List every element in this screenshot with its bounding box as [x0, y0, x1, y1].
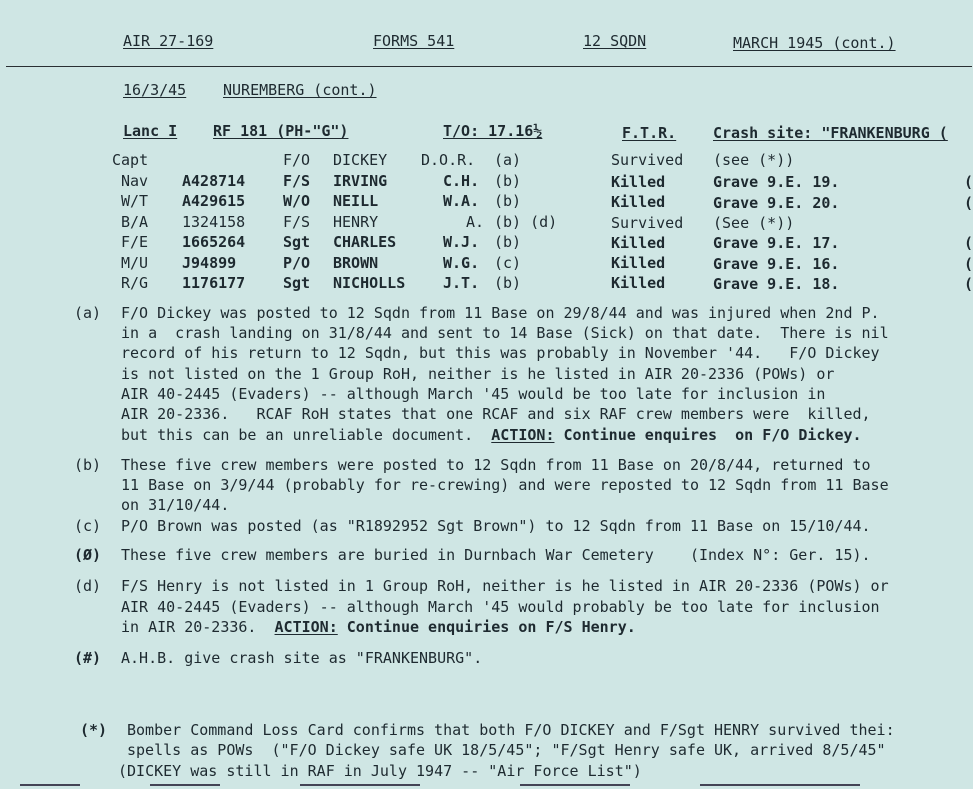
crew-number: 1176177: [182, 274, 246, 292]
crew-number: A428714: [182, 172, 246, 190]
bottom-fragment: [150, 784, 220, 786]
bottom-fragment: [520, 784, 630, 786]
note-a-line: AIR 40-2445 (Evaders) -- although March '45 would be too late for inclusion in: [121, 385, 826, 403]
aircraft-status: F.T.R.: [622, 124, 677, 142]
crew-rank: W/O: [283, 192, 311, 210]
note-a-line: record of his return to 12 Sqdn, but this was probably in November '44. F/O Dickey: [121, 344, 880, 362]
crew-note: (c): [494, 254, 522, 272]
crew-name: BROWN: [333, 254, 379, 272]
crew-note: (b): [494, 172, 522, 190]
note-o-label: (Ø): [74, 546, 102, 564]
crew-edge-mark: (: [964, 194, 973, 212]
crew-detail: Grave 9.E. 17.: [713, 234, 840, 252]
note-b-line: 11 Base on 3/9/44 (probably for re-crewing) and were reposted to 12 Sqdn from 11 Base: [121, 476, 889, 494]
crew-rank: P/O: [283, 254, 311, 272]
crew-initials: A.: [466, 213, 485, 231]
crew-edge-mark: (: [964, 173, 973, 191]
crew-fate: Killed: [611, 234, 666, 252]
crew-note: (b): [494, 233, 522, 251]
crew-note: (b): [494, 192, 522, 210]
note-a-label: (a): [74, 304, 102, 322]
note-star-line: spells as POWs ("F/O Dickey safe UK 18/5/45"; "F/Sgt Henry safe UK, arrived 8/5/45": [127, 741, 886, 759]
crew-name: NICHOLLS: [333, 274, 406, 292]
note-c-label: (c): [74, 517, 102, 535]
note-d-last-text: in AIR 20-2336.: [121, 618, 275, 636]
crew-fate: Survived: [611, 151, 684, 169]
crew-name: CHARLES: [333, 233, 397, 251]
bottom-fragment: [20, 784, 80, 786]
header-sqdn: 12 SQDN: [583, 32, 647, 50]
crew-initials: W.G.: [443, 254, 480, 272]
note-a-line: F/O Dickey was posted to 12 Sqdn from 11 Base on 29/8/44 and was injured when 2nd P.: [121, 304, 880, 322]
crew-name: IRVING: [333, 172, 388, 190]
note-a-last-text: but this can be an unreliable document.: [121, 426, 492, 444]
raid-target: NUREMBERG (cont.): [223, 81, 377, 99]
crew-number: A429615: [182, 192, 246, 210]
crew-initials: C.H.: [443, 172, 480, 190]
note-star-line: Bomber Command Loss Card confirms that both F/O DICKEY and F/Sgt HENRY survived thei:: [127, 721, 895, 739]
crew-rank: Sgt: [283, 233, 311, 251]
note-hash-label: (#): [74, 649, 102, 667]
crew-initials: J.T.: [443, 274, 480, 292]
note-a-action-label: ACTION:: [491, 426, 555, 444]
aircraft-serial: RF 181 (PH-"G"): [213, 122, 349, 140]
note-c-text: P/O Brown was posted (as "R1892952 Sgt Brown") to 12 Sqdn from 11 Base on 15/10/44.: [121, 517, 871, 535]
note-d-label: (d): [74, 577, 102, 595]
crew-fate: Killed: [611, 173, 666, 191]
note-star-label: (*): [80, 721, 108, 739]
note-d-last-line: [121, 617, 636, 637]
crew-name: DICKEY: [333, 151, 388, 169]
crew-number: J94899: [182, 254, 237, 272]
note-star-line: (DICKEY was still in RAF in July 1947 -- "Air Force List"): [118, 762, 642, 780]
note-d-action-label: ACTION:: [274, 618, 338, 636]
crew-role: Nav: [121, 172, 149, 190]
header-month: MARCH 1945 (cont.): [733, 34, 896, 52]
crew-role: M/U: [121, 254, 149, 272]
crew-detail: Grave 9.E. 16.: [713, 255, 840, 273]
raid-date: 16/3/45: [123, 81, 187, 99]
crew-role: B/A: [121, 213, 149, 231]
crew-fate: Killed: [611, 254, 666, 272]
crew-name: NEILL: [333, 192, 379, 210]
crew-edge-mark: (: [964, 234, 973, 252]
crew-rank: Sgt: [283, 274, 311, 292]
crew-detail: (See (*)): [713, 214, 795, 232]
crew-note: (b): [494, 274, 522, 292]
note-b-label: (b): [74, 456, 102, 474]
note-b-line: on 31/10/44.: [121, 496, 230, 514]
header-rule: [6, 66, 972, 67]
crew-detail: Grave 9.E. 19.: [713, 173, 840, 191]
crew-name: HENRY: [333, 213, 379, 231]
note-a-line: AIR 20-2336. RCAF RoH states that one RCAF and six RAF crew members were killed,: [121, 405, 871, 423]
header-ref: AIR 27-169: [123, 32, 214, 50]
aircraft-crash-site: Crash site: "FRANKENBURG (: [713, 124, 948, 142]
bottom-fragment: [700, 784, 860, 786]
crew-note: (b) (d): [494, 213, 558, 231]
note-hash-text: A.H.B. give crash site as "FRANKENBURG".: [121, 649, 483, 667]
note-a-last-line: [121, 425, 862, 445]
crew-detail: Grave 9.E. 20.: [713, 194, 840, 212]
crew-edge-mark: (: [964, 255, 973, 273]
crew-detail: Grave 9.E. 18.: [713, 275, 840, 293]
note-b-line: These five crew members were posted to 12 Sqdn from 11 Base on 20/8/44, returned to: [121, 456, 871, 474]
aircraft-takeoff: T/O: 17.16½: [443, 122, 543, 140]
note-d-line: AIR 40-2445 (Evaders) -- although March '45 would probably be too late for inclusion: [121, 598, 880, 616]
crew-initials: W.A.: [443, 192, 480, 210]
crew-rank: F/S: [283, 172, 311, 190]
crew-initials: D.O.R.: [421, 151, 476, 169]
bottom-fragment: [300, 784, 420, 786]
crew-role: W/T: [121, 192, 149, 210]
crew-role: F/E: [121, 233, 149, 251]
crew-note: (a): [494, 151, 522, 169]
header-forms: FORMS 541: [373, 32, 455, 50]
note-d-action-text: Continue enquiries on F/S Henry.: [337, 618, 636, 636]
note-a-line: is not listed on the 1 Group RoH, neither is he listed in AIR 20-2336 (POWs) or: [121, 365, 835, 383]
crew-rank: F/O: [283, 151, 311, 169]
note-d-line: F/S Henry is not listed in 1 Group RoH, neither is he listed in AIR 20-2336 (POWs) or: [121, 577, 889, 595]
crew-role: R/G: [121, 274, 149, 292]
crew-initials: W.J.: [443, 233, 480, 251]
crew-rank: F/S: [283, 213, 311, 231]
aircraft-type: Lanc I: [123, 122, 178, 140]
crew-fate: Survived: [611, 214, 684, 232]
crew-fate: Killed: [611, 193, 666, 211]
note-a-action-text: Continue enquires on F/O Dickey.: [554, 426, 862, 444]
crew-role: Capt: [112, 151, 149, 169]
note-o-text: These five crew members are buried in Durnbach War Cemetery (Index N°: Ger. 15).: [121, 546, 871, 564]
crew-number: 1665264: [182, 233, 246, 251]
crew-edge-mark: (: [964, 275, 973, 293]
crew-detail: (see (*)): [713, 151, 795, 169]
note-a-line: in a crash landing on 31/8/44 and sent to 14 Base (Sick) on that date. There is nil: [121, 324, 889, 342]
crew-fate: Killed: [611, 274, 666, 292]
crew-number: 1324158: [182, 213, 246, 231]
